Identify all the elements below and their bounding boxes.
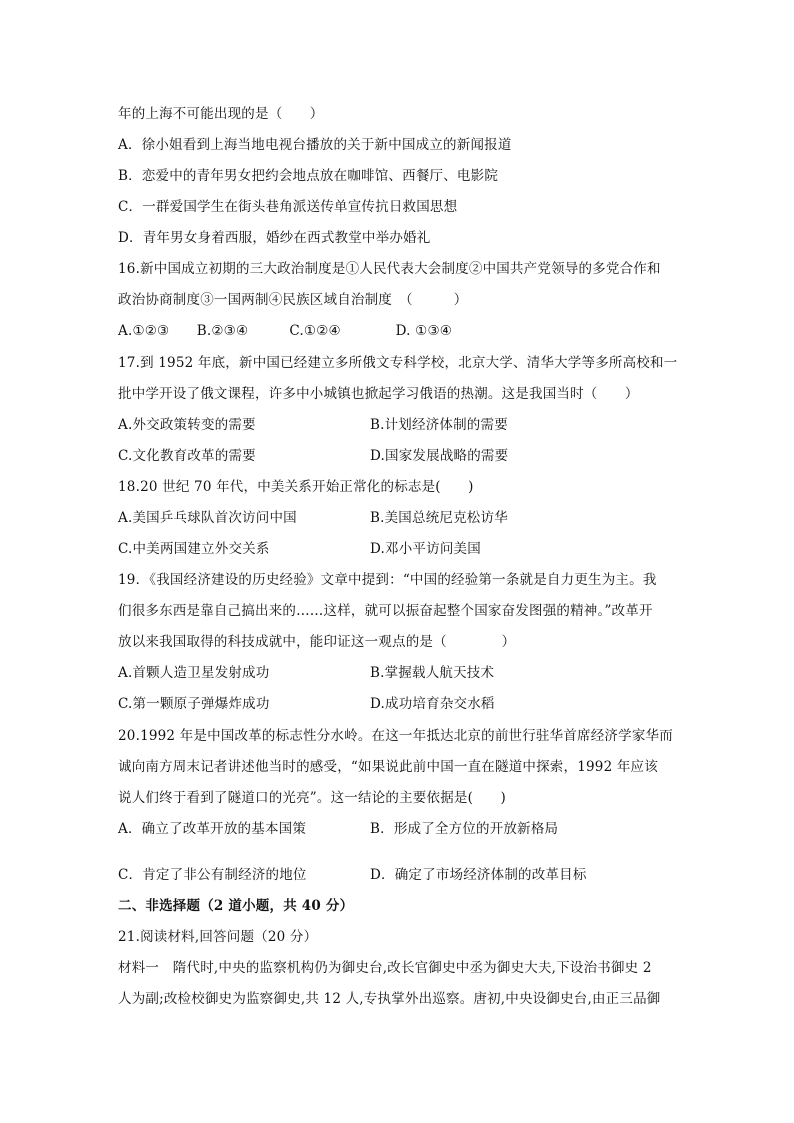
q15-stem-tail: 年的上海不可能出现的是（ ）	[118, 106, 324, 122]
q20-option-c: C．肯定了非公有制经济的地位	[118, 867, 307, 883]
q17-option-a: A.外交政策转变的需要	[118, 417, 256, 433]
q17-stem-line2: 批中学开设了俄文课程，许多中小城镇也掀起学习俄语的热潮。这是我国当时（ ）	[118, 386, 639, 402]
q18-option-d: D.邓小平访问美国	[370, 541, 481, 557]
q17-stem-line1: 17.到 1952 年底，新中国已经建立多所俄文专科学校，北京大学、清华大学等多所高校和一	[118, 355, 678, 371]
q19-option-c: C.第一颗原子弹爆炸成功	[118, 696, 270, 712]
q20-option-d: D．确定了市场经济体制的改革目标	[370, 867, 587, 883]
q17-option-d: D.国家发展战略的需要	[370, 448, 509, 464]
q21-stem: 21.阅读材料,回答问题（20 分）	[118, 929, 318, 945]
q16-stem-line2: 政治协商制度③一国两制④民族区域自治制度 （ ）	[118, 292, 468, 308]
q17-option-c: C.文化教育改革的需要	[118, 448, 256, 464]
q19-stem-line2: 们很多东西是靠自己搞出来的……这样，就可以振奋起整个国家奋发图强的精神。”改革开	[118, 603, 653, 619]
q20-stem-line1: 20.1992 年是中国改革的标志性分水岭。在这一年抵达北京的前世行驻华首席经济学家华而	[118, 728, 673, 744]
q19-option-d: D.成功培育杂交水稻	[370, 696, 495, 712]
q21-material-line2: 人为副;改检校御史为监察御史,共 12 人,专执掌外出巡察。唐初,中央设御史台,由正三品御	[118, 991, 661, 1007]
q19-stem-line3: 放以来我国取得的科技成就中，能印证这一观点的是（ ）	[118, 634, 516, 650]
q16-stem-line1: 16.新中国成立初期的三大政治制度是①人民代表大会制度②中国共产党领导的多党合作和	[118, 261, 661, 277]
section-heading: 二、非选择题（2 道小题，共 40 分）	[118, 898, 354, 914]
q21-material-line1: 材料一 隋代时,中央的监察机构仍为御史台,改长官御史中丞为御史大夫,下设治书御史 2	[118, 960, 652, 976]
q15-option-d: D．青年男女身着西服，婚纱在西式教堂中举办婚礼	[118, 230, 431, 246]
q15-option-b: B．恋爱中的青年男女把约会地点放在咖啡馆、西餐厅、电影院	[118, 168, 499, 184]
q16-options: A.①②③ B.②③④ C.①②④ D. ①③④	[118, 323, 453, 339]
q19-stem-line1: 19．《我国经济建设的历史经验》文章中提到：“中国的经验第一条就是自力更生为主。我	[118, 572, 657, 588]
q18-option-c: C.中美两国建立外交关系	[118, 541, 270, 557]
q20-option-a: A．确立了改革开放的基本国策	[118, 821, 307, 837]
q15-option-a: A．徐小姐看到上海当地电视台播放的关于新中国成立的新闻报道	[118, 137, 512, 153]
q19-option-b: B.掌握载人航天技术	[370, 665, 495, 681]
q20-stem-line3: 说人们终于看到了隧道口的光亮”。这一结论的主要依据是( )	[118, 790, 506, 806]
q18-stem: 18.20 世纪 70 年代，中美关系开始正常化的标志是( )	[118, 479, 474, 495]
q18-option-b: B.美国总统尼克松访华	[370, 510, 508, 526]
q17-option-b: B.计划经济体制的需要	[370, 417, 508, 433]
q15-option-c: C．一群爱国学生在街头巷角派送传单宣传抗日救国思想	[118, 199, 458, 215]
q20-option-b: B．形成了全方位的开放新格局	[370, 821, 559, 837]
q20-stem-line2: 诚向南方周末记者讲述他当时的感受，“如果说此前中国一直在隧道中探索，1992 年应该	[118, 759, 658, 775]
q18-option-a: A.美国乒乓球队首次访问中国	[118, 510, 297, 526]
q19-option-a: A.首颗人造卫星发射成功	[118, 665, 270, 681]
